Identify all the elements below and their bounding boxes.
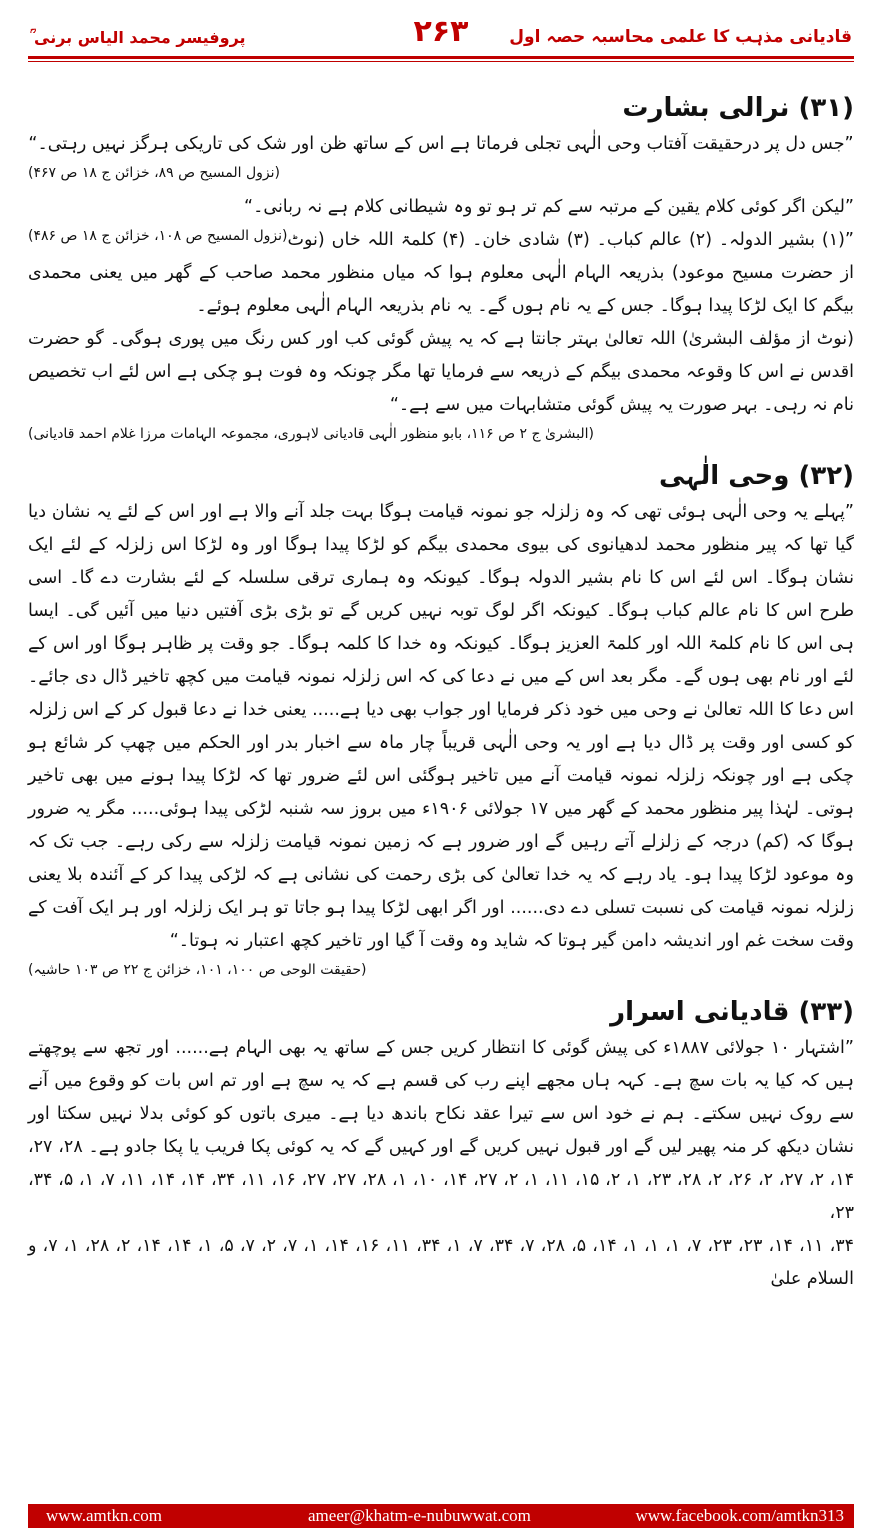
header-divider [28, 56, 854, 59]
book-title: قادیانی مذہب کا علمی محاسبہ حصہ اول [509, 27, 852, 47]
page-body [28, 88, 854, 1296]
page-footer [28, 1504, 854, 1528]
quote: ”اشتہار ۱۰ جولائی ۱۸۸۷ء کی پیش گوئی کا انتظار کریں جس کے ساتھ یہ بھی الہام ہے...... اور تجھ سے پوچھتے ہیں کہ کیا یہ بات سچ ہے۔ کہہ ہاں مجھے اپنے رب کی قسم ہے کہ یہ سچ ہے اور تم اس بات کو وقوع میں آنے سے روک نہیں سکتے۔ ہم نے خود اس سے تیرا عقد نکاح باندھ دیا ہے۔ میری باتوں کو کوئی بدلا نہیں سکتا اور نشان دیکھ کر منہ پھیر لیں گے اور قبول نہیں کریں گے اور کہیں گے کہ یہ کوئی پکا فریب یا پکا جادو ہے۔ ۲۸، ۲۷، ۱۴، ۲، ۲۷، ۲، ۲۶، ۲، ۲۸، ۲۳، ۱، ۲، ۱۵، ۱۱، ۱، ۲، ۲۷، ۱۴، ۱۰، ۱، ۲۸، ۲۷، ۲۷، ۱۶، ۱۱، ۳۴، ۱۴، ۱۴، ۱۱، ۷، ۱، ۵، ۳۴، ۲۳، [28, 1038, 855, 1223]
website-link[interactable]: www.amtkn.com [46, 1506, 162, 1525]
reference: (حقیقت الوحی ص ۱۰۰، ۱۰۱، خزائن ج ۲۲ ص ۱۰۳ حاشیہ) [28, 962, 367, 978]
reference: (البشریٰ ج ۲ ص ۱۱۶، بابو منظور الٰہی قادیانی لاہوری، مجموعہ الہامات مرزا غلام احمد قادیانی) [28, 426, 595, 442]
quote-text: ”لیکن اگر کوئی کلام یقین کے مرتبہ سے کم تر ہو تو وہ شیطانی کلام ہے نہ ربانی۔“ [244, 197, 854, 217]
page-header [28, 14, 854, 54]
header-divider-thin [28, 61, 854, 62]
email-link[interactable]: ameer@khatm-e-nubuwwat.com [308, 1506, 531, 1525]
section-33-title: (۳۳) قادیانی اسرار [610, 997, 854, 1027]
page-number: ۲۶۳ [413, 14, 469, 49]
quote: ”(۱) بشیر الدولہ۔ (۲) عالم کباب۔ (۳) شادی خان۔ (۴) کلمۃ اللہ خاں (نوٹ از حضرت مسیح موعود) بذریعہ الہام الٰہی معلوم ہوا کہ میاں منظور محمد صاحب کے گھر میں یعنی محمدی بیگم کا ایک لڑکا پیدا ہوگا۔ جس کے یہ نام ہوں گے۔ یہ نام بذریعہ الہام الٰہی معلوم ہوئے۔ [28, 230, 854, 316]
quote: ”جس دل پر درحقیقت آفتاب وحی الٰہی تجلی فرماتا ہے اس کے ساتھ ظن اور شک کی تاریکی ہرگز نہیں رہتی۔“ [28, 134, 854, 154]
author-name: پروفیسر محمد الیاس برنی ؒ [30, 28, 246, 47]
reference: (نزول المسیح ص ۱۰۸، خزائن ج ۱۸ ص ۴۸۶) [28, 228, 288, 244]
section-32-title: (۳۲) وحی الٰہی [658, 461, 854, 491]
quote [28, 191, 854, 244]
section-31-title: (۳۱) نرالی بشارت [622, 93, 854, 123]
quote-continued: ۳۴، ۱۱، ۱۴، ۲۳، ۲۳، ۷، ۱، ۱، ۱، ۱۴، ۵، ۲۸، ۷، ۳۴، ۷، ۱، ۳۴، ۱۱، ۱۶، ۱۴، ۱، ۷، ۲، ۷، ۵، ۱، ۱۴، ۱۴، ۲، ۲۸، ۱، ۷، و السلام علیٰ [28, 1236, 855, 1289]
quote: ”پہلے یہ وحی الٰہی ہوئی تھی کہ وہ زلزلہ جو نمونہ قیامت ہوگا بہت جلد آنے والا ہے اور اس کے لئے یہ نشان دیا گیا تھا کہ پیر منظور محمد لدھیانوی کی بیوی محمدی بیگم کو لڑکا پیدا ہوگا اور وہ لڑکا اس زلزلہ کے لئے ایک نشان ہوگا۔ اس لئے اس کا نام بشیر الدولہ ہوگا۔ کیونکہ وہ ہماری ترقی سلسلہ کے لئے بشارت دے گا۔ اسی طرح اس کا نام عالم کباب ہوگا۔ کیونکہ اگر لوگ توبہ نہیں کریں گے تو بڑی بڑی آفتیں دنیا میں آئیں گی۔ ایسا ہی اس کا نام کلمۃ اللہ اور کلمۃ العزیز ہوگا۔ کیونکہ وہ خدا کا کلمہ ہوگا۔ جو وقت پر ظاہر ہوگا اور اس کے لئے اور نام بھی ہوں گے۔ مگر بعد اس کے میں نے دعا کی کہ اس زلزلہ نمونہ قیامت میں کچھ تاخیر ڈال دی جائے۔ اس دعا کا اللہ تعالیٰ نے وحی میں خود ذکر فرمایا اور جواب بھی دیا ہے..... یعنی خدا نے دعا قبول کر کے اس زلزلہ کو کسی اور وقت پر ڈال دیا ہے اور یہ وحی الٰہی قریباً چار ماہ سے اخبار بدر اور الحکم میں چھپ کر شائع ہو چکی ہے اور چونکہ زلزلہ نمونہ قیامت آنے میں تاخیر ہوگئی اس لئے ضرور تھا کہ لڑکا پیدا ہونے میں بھی تاخیر ہوتی۔ لہٰذا پیر منظور محمد کے گھر میں ۱۷ جولائی ۱۹۰۶ء میں بروز سہ شنبہ لڑکی پیدا ہوئی..... مگر یہ ضرور ہوگا کہ (کم) درجہ کے زلزلے آتے رہیں گے اور ضرور ہے کہ زمین نمونہ قیامت زلزلہ سے رکی رہے۔ جب تک کہ وہ موعود لڑکا پیدا ہو۔ یاد رہے کہ یہ خدا تعالیٰ کی بڑی رحمت کی نشانی ہے کہ لڑکی پیدا کر کے آئندہ بلا یعنی زلزلہ نمونہ قیامت کی نسبت تسلی دے دی...... اور اگر ابھی لڑکا پیدا ہو جاتا تو ہر ایک زلزلہ اور ہر ایک آفت کے وقت سخت غم اور اندیشہ دامن گیر ہوتا کہ شاید وہ وقت آ گیا اور تاخیر کچھ اعتبار نہ ہوتا۔“ [28, 502, 855, 951]
note: (نوٹ از مؤلف البشریٰ) اللہ تعالیٰ بہتر جانتا ہے کہ یہ پیش گوئی کب اور کس رنگ میں پوری ہوگی۔ گو حضرت اقدس نے اس کا وقوعہ محمدی بیگم کے ذریعہ سے فرمایا تھا مگر چونکہ وہ فوت ہو چکی ہے اس لئے اب تخصیص نام نہ رہی۔ بہر صورت یہ پیش گوئی متشابہات میں سے ہے۔“ [28, 329, 854, 415]
reference: (نزول المسیح ص ۸۹، خزائن ج ۱۸ ص ۴۶۷) [28, 165, 280, 181]
facebook-link[interactable]: www.facebook.com/amtkn313 [635, 1506, 844, 1525]
